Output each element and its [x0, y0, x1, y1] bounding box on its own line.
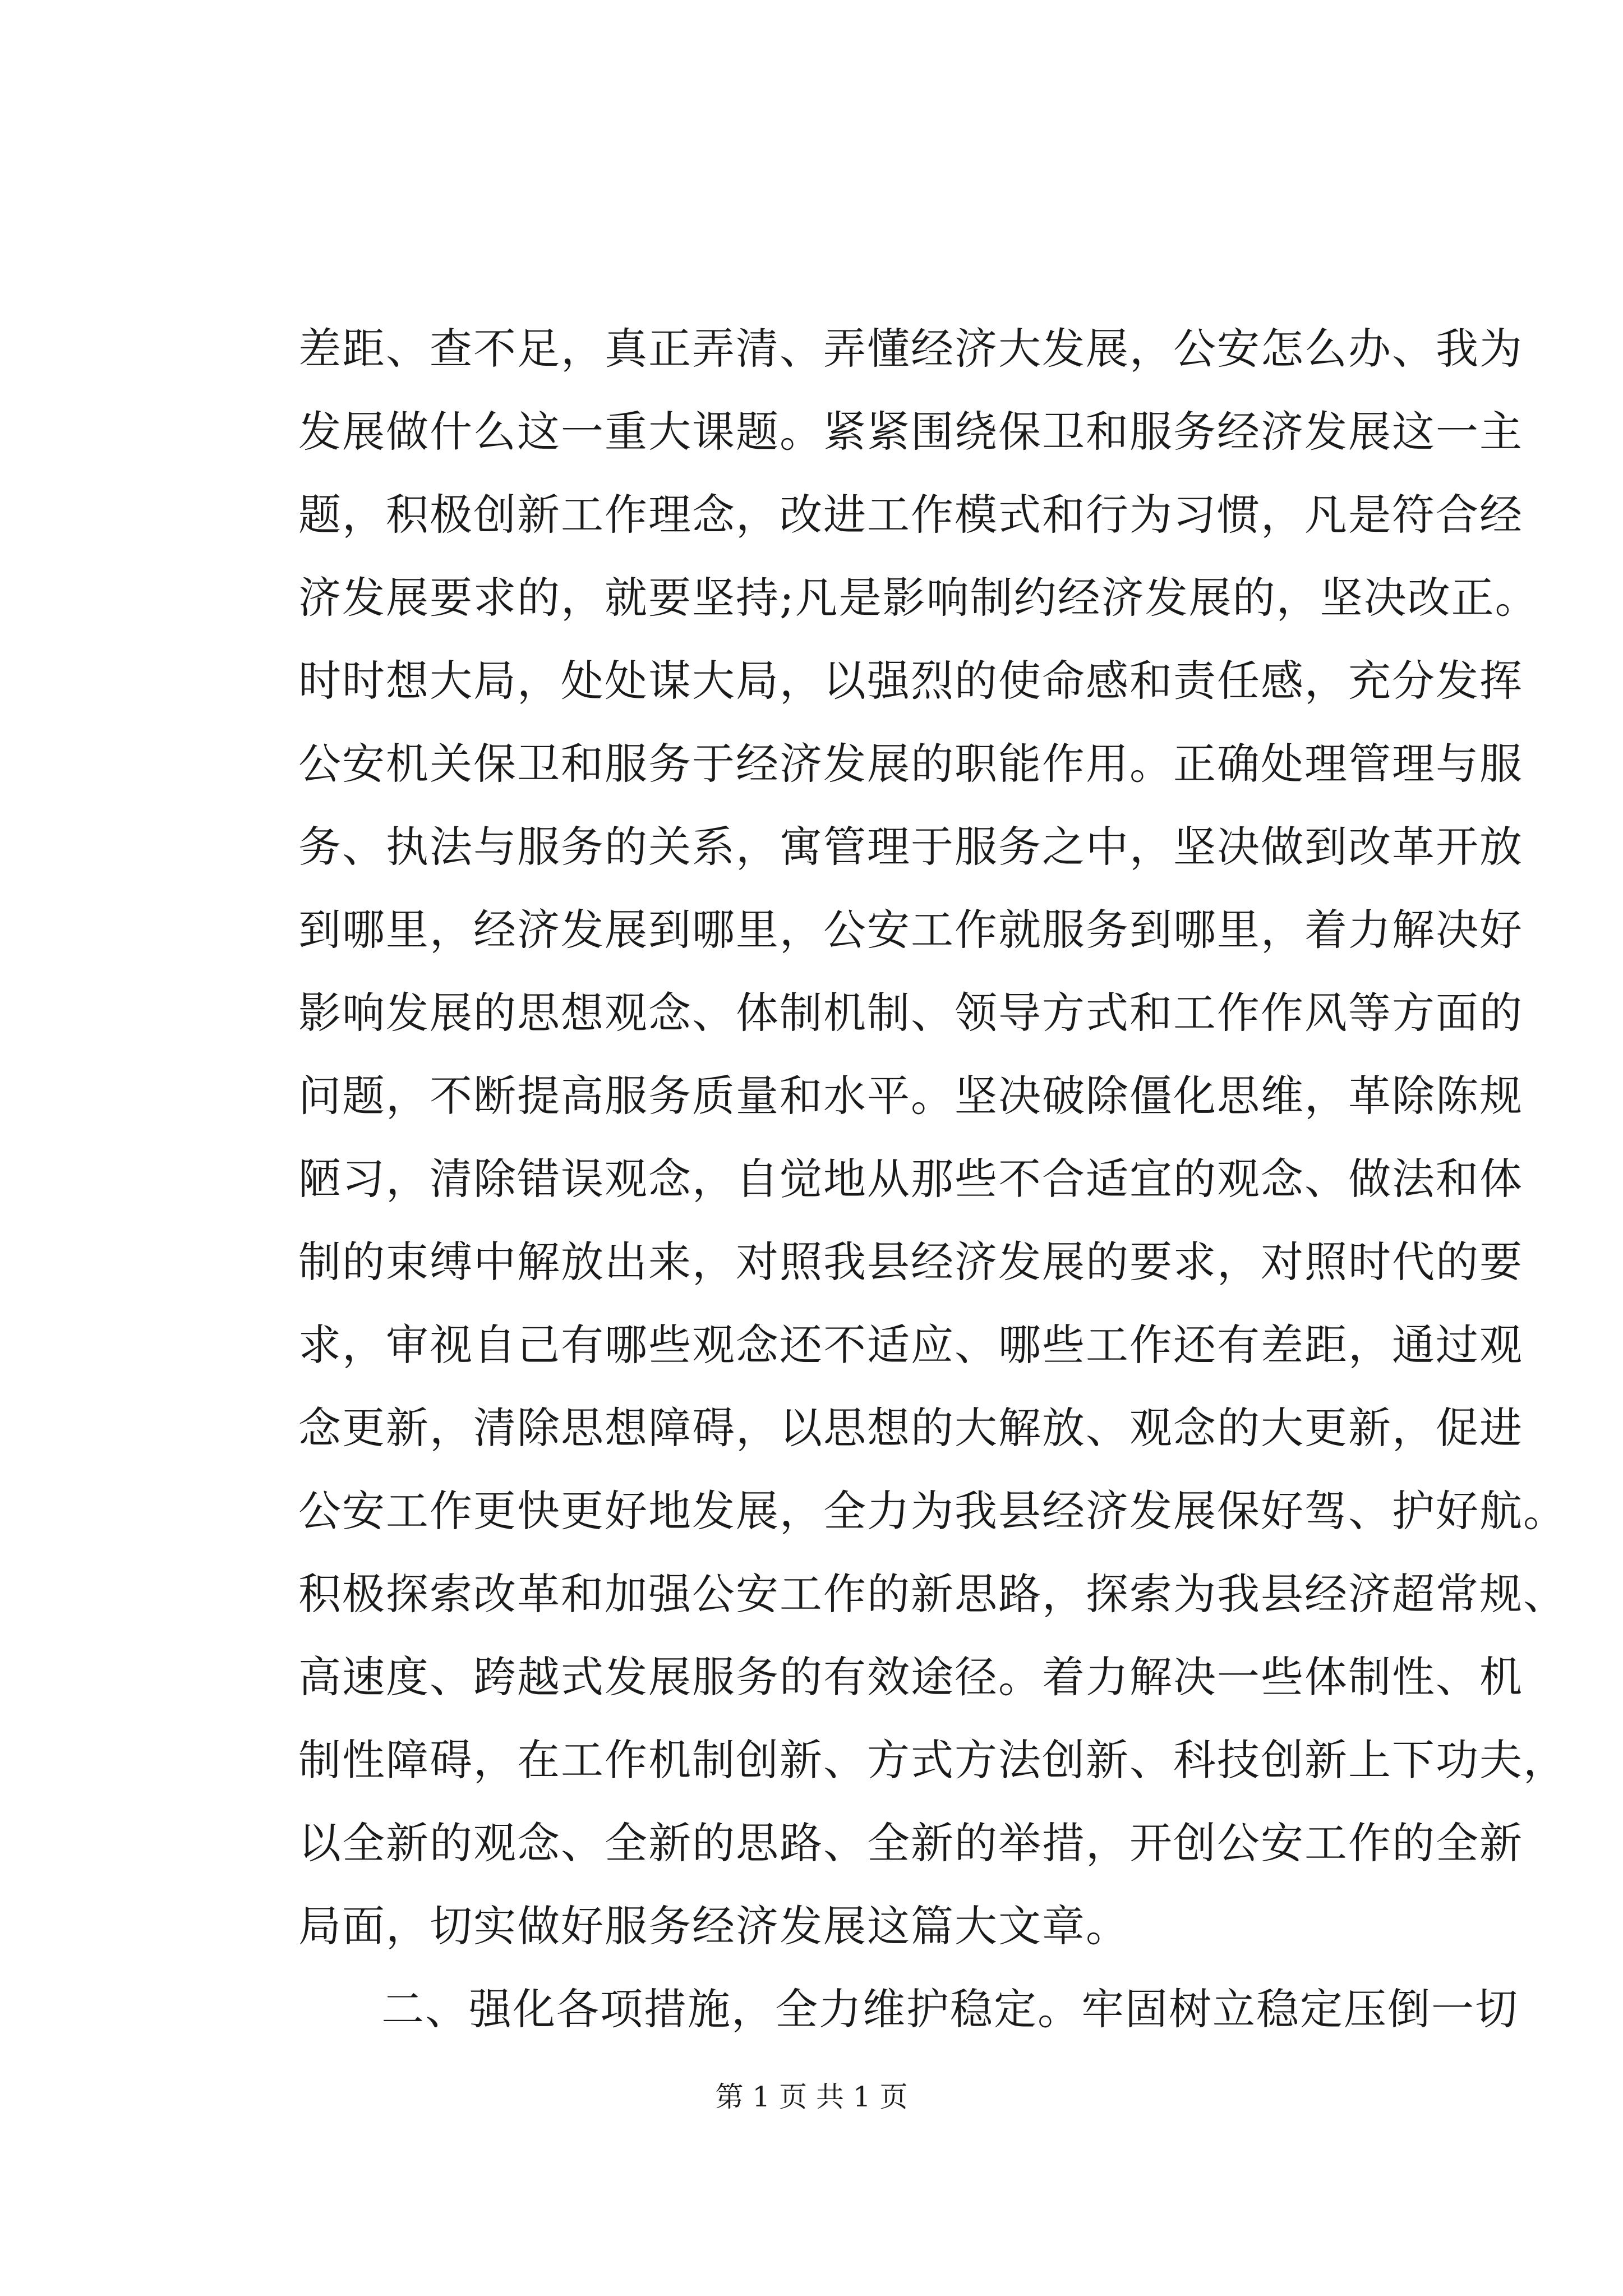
text-line: 差距、查不足，真正弄清、弄懂经济大发展，公安怎么办、我为	[298, 324, 1523, 374]
text-line: 制的束缚中解放出来，对照我县经济发展的要求，对照时代的要	[298, 1237, 1523, 1287]
text-line: 题，积极创新工作理念，改进工作模式和行为习惯，凡是符合经	[298, 490, 1523, 540]
text-line: 问题，不断提高服务质量和水平。坚决破除僵化思维，革除陈规	[298, 1071, 1523, 1121]
body-text	[298, 307, 1567, 2051]
text-line: 制性障碍，在工作机制创新、方式方法创新、科技创新上下功夫，	[298, 1735, 1567, 1785]
text-line: 发展做什么这一重大课题。紧紧围绕保卫和服务经济发展这一主	[298, 407, 1523, 457]
text-line: 影响发展的思想观念、体制机制、领导方式和工作作风等方面的	[298, 988, 1523, 1038]
text-line: 公安工作更快更好地发展，全力为我县经济发展保好驾、护好航。	[298, 1486, 1567, 1536]
text-line: 局面，切实做好服务经济发展这篇大文章。	[298, 1901, 1129, 1951]
text-line: 济发展要求的，就要坚持;凡是影响制约经济发展的，坚决改正。	[298, 573, 1539, 623]
text-line: 到哪里，经济发展到哪里，公安工作就服务到哪里，着力解决好	[298, 905, 1523, 955]
text-line: 务、执法与服务的关系，寓管理于服务之中，坚决做到改革开放	[298, 822, 1523, 872]
section-heading-line: 二、强化各项措施，全力维护稳定。牢固树立稳定压倒一切	[381, 1984, 1519, 2034]
text-line: 陋习，清除错误观念，自觉地从那些不合适宜的观念、做法和体	[298, 1154, 1523, 1204]
text-line: 以全新的观念、全新的思路、全新的举措，开创公安工作的全新	[298, 1818, 1523, 1868]
text-line: 时时想大局，处处谋大局，以强烈的使命感和责任感，充分发挥	[298, 656, 1523, 706]
text-line: 高速度、跨越式发展服务的有效途径。着力解决一些体制性、机	[298, 1652, 1523, 1702]
text-line: 公安机关保卫和服务于经济发展的职能作用。正确处理管理与服	[298, 739, 1523, 789]
text-line: 积极探索改革和加强公安工作的新思路，探索为我县经济超常规、	[298, 1569, 1567, 1619]
text-line: 求，审视自己有哪些观念还不适应、哪些工作还有差距，通过观	[298, 1320, 1523, 1370]
text-line: 念更新，清除思想障碍，以思想的大解放、观念的大更新，促进	[298, 1403, 1523, 1453]
page-footer: 第 1 页 共 1 页	[715, 2081, 908, 2113]
